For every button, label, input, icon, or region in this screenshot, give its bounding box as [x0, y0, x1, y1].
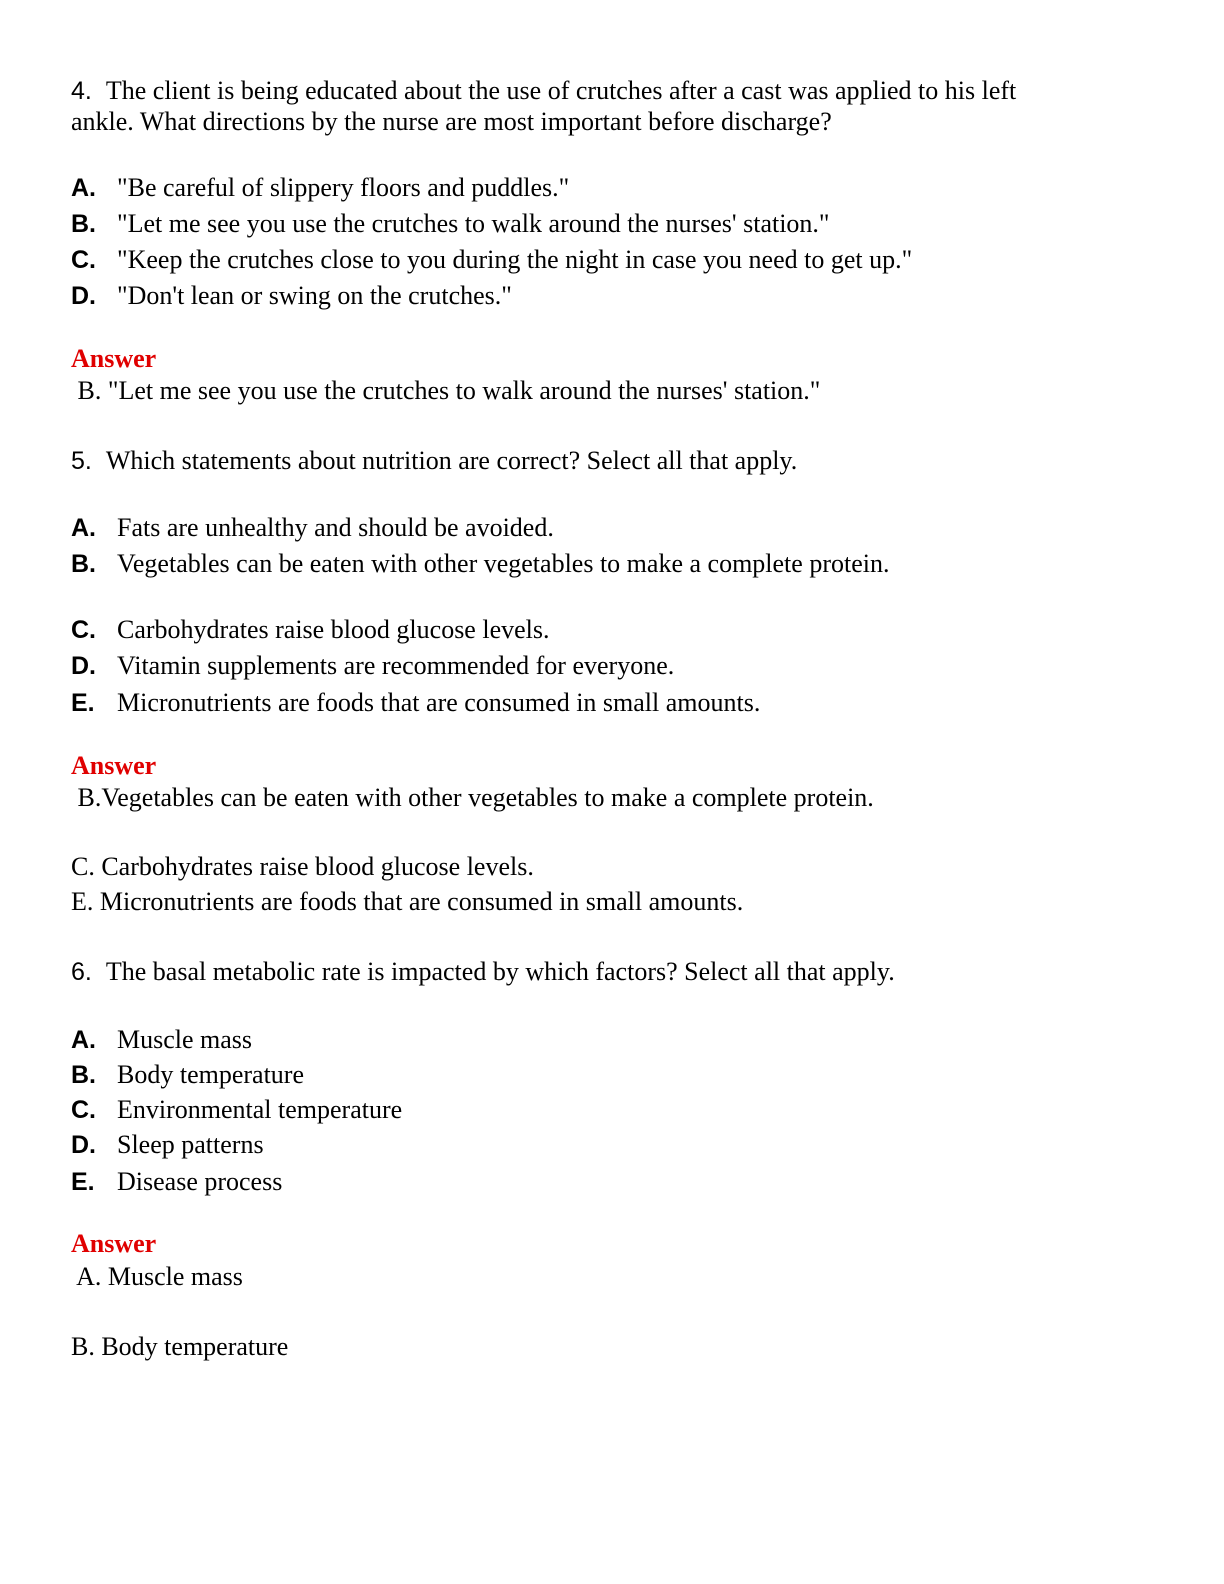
answer-label: Answer	[71, 344, 157, 373]
question-4-stem	[71, 75, 1016, 107]
option-text: "Keep the crutches close to you during the night in case you need to get up."	[117, 245, 913, 274]
option-text: Muscle mass	[117, 1025, 253, 1054]
option-a	[71, 172, 569, 204]
option-text: "Be careful of slippery floors and puddles."	[117, 173, 570, 202]
option-letter: E.	[71, 689, 95, 717]
question-number: 6.	[71, 958, 92, 986]
question-number: 4.	[71, 77, 92, 105]
option-text: Sleep patterns	[117, 1130, 264, 1159]
option-letter: D.	[71, 282, 96, 310]
answer-label: Answer	[71, 751, 157, 780]
option-d	[71, 280, 512, 312]
question-4-stem-cont: ankle. What directions by the nurse are most important before discharge?	[71, 107, 832, 136]
option-text: Vegetables can be eaten with other vegetables to make a complete protein.	[117, 549, 890, 578]
option-d	[71, 1129, 264, 1161]
option-text: Vitamin supplements are recommended for everyone.	[117, 651, 675, 680]
option-c	[71, 244, 912, 276]
option-b	[71, 1059, 304, 1091]
option-letter: B.	[71, 210, 96, 238]
option-text: Carbohydrates raise blood glucose levels.	[117, 615, 550, 644]
answer-text: E. Micronutrients are foods that are consumed in small amounts.	[71, 887, 744, 916]
question-text: The client is being educated about the use of crutches after a cast was applied to his left	[105, 76, 1017, 105]
option-a	[71, 1024, 252, 1056]
option-letter: B.	[71, 1061, 96, 1089]
answer-text: B.Vegetables can be eaten with other vegetables to make a complete protein.	[71, 783, 874, 812]
option-text: Body temperature	[117, 1060, 304, 1089]
option-text: "Let me see you use the crutches to walk around the nurses' station."	[117, 209, 830, 238]
question-5-stem	[71, 445, 797, 477]
question-number: 5.	[71, 447, 92, 475]
option-letter: D.	[71, 1131, 96, 1159]
option-c	[71, 1094, 402, 1126]
option-c	[71, 614, 550, 646]
option-b	[71, 208, 830, 240]
option-letter: E.	[71, 1168, 95, 1196]
option-letter: B.	[71, 550, 96, 578]
option-text: Disease process	[117, 1167, 283, 1196]
answer-label: Answer	[71, 1229, 157, 1258]
answer-text: B. "Let me see you use the crutches to walk around the nurses' station."	[71, 376, 821, 405]
option-letter: A.	[71, 174, 96, 202]
question-text: The basal metabolic rate is impacted by which factors? Select all that apply.	[105, 957, 895, 986]
option-text: Environmental temperature	[117, 1095, 403, 1124]
option-e	[71, 1166, 282, 1198]
answer-text: B. Body temperature	[71, 1332, 289, 1361]
question-6-stem	[71, 956, 895, 988]
answer-text: C. Carbohydrates raise blood glucose levels.	[71, 852, 534, 881]
option-text: Micronutrients are foods that are consumed in small amounts.	[117, 688, 761, 717]
option-b	[71, 548, 889, 580]
option-letter: A.	[71, 514, 96, 542]
option-text: "Don't lean or swing on the crutches."	[117, 281, 512, 310]
option-a	[71, 512, 554, 544]
option-letter: C.	[71, 1096, 96, 1124]
option-letter: A.	[71, 1026, 96, 1054]
option-letter: C.	[71, 246, 96, 274]
option-letter: D.	[71, 652, 96, 680]
option-e	[71, 687, 760, 719]
question-text: Which statements about nutrition are correct? Select all that apply.	[105, 446, 798, 475]
answer-text: A. Muscle mass	[71, 1262, 243, 1291]
option-d	[71, 650, 674, 682]
option-text: Fats are unhealthy and should be avoided.	[117, 513, 554, 542]
option-letter: C.	[71, 616, 96, 644]
